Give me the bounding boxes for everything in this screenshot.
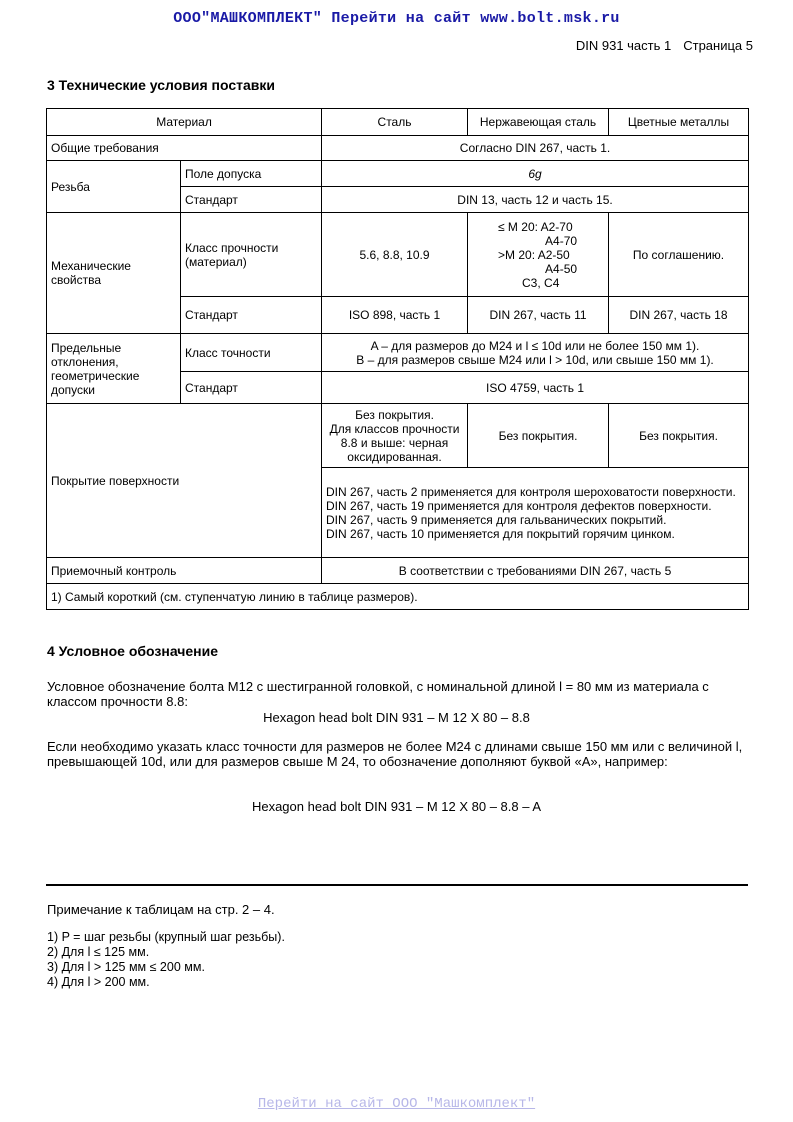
stainless-strength-classes: [468, 213, 609, 297]
divider: [46, 884, 748, 886]
tolerances-standard-value: ISO 4759, часть 1: [322, 372, 749, 404]
section-3-title: 3 Технические условия поставки: [47, 77, 276, 93]
stainless-line: A4-70: [545, 233, 578, 248]
coating-note: DIN 267, часть 10 применяется для покрытий горячим цинком.: [326, 526, 675, 541]
table-row: [47, 334, 749, 372]
header-steel: Сталь: [322, 109, 468, 136]
coating-steel: [322, 404, 468, 468]
coating-nonferrous: Без покрытия.: [609, 404, 749, 468]
steel-strength-classes: 5.6, 8.8, 10.9: [322, 213, 468, 297]
tolerances-standard-label: Стандарт: [181, 372, 322, 404]
notes-list: [47, 930, 285, 990]
acceptance-value: В соответствии с требованиями DIN 267, часть 5: [322, 558, 749, 584]
general-label: Общие требования: [47, 136, 322, 161]
header-nonferrous: Цветные металлы: [609, 109, 749, 136]
accuracy-class-label: Класс точности: [181, 334, 322, 372]
accuracy-line-b: B – для размеров свыше M24 или l > 10d, или свыше 150 мм 1).: [356, 352, 714, 367]
general-value: Согласно DIN 267, часть 1.: [322, 136, 749, 161]
note-item: 1) P = шаг резьбы (крупный шаг резьбы).: [47, 930, 285, 944]
table-row: [47, 213, 749, 297]
mechanical-standard-label: Стандарт: [181, 297, 322, 334]
site-banner-link[interactable]: ООО"МАШКОМПЛЕКТ" Перейти на сайт www.bolt.msk.ru: [173, 10, 620, 27]
notes-heading: Примечание к таблицам на стр. 2 – 4.: [47, 902, 275, 917]
strength-class-label: Класс прочности (материал): [181, 213, 322, 297]
mechanical-label: Механические свойства: [47, 213, 181, 334]
accuracy-class-value: [322, 334, 749, 372]
acceptance-label: Приемочный контроль: [47, 558, 322, 584]
standard-steel: ISO 898, часть 1: [322, 297, 468, 334]
delivery-conditions-table: [46, 108, 749, 610]
note-item: 4) Для l > 200 мм.: [47, 975, 150, 989]
page-number: Страница 5: [683, 38, 753, 53]
coating-steel-line: Для классов прочности: [329, 421, 460, 436]
stainless-line: C3, C4: [522, 275, 560, 290]
coating-stainless: Без покрытия.: [468, 404, 609, 468]
coating-steel-line: 8.8 и выше: черная: [340, 435, 449, 450]
note-item: 2) Для l ≤ 125 мм.: [47, 945, 150, 959]
tolerances-label: Предельные отклонения, геометрические допуски: [47, 334, 181, 404]
designation-example-1: Hexagon head bolt DIN 931 – M 12 X 80 – 8.8: [263, 710, 530, 725]
footer-site-link[interactable]: Перейти на сайт ООО "Машкомплект": [257, 1096, 536, 1112]
tolerance-value: 6g: [322, 161, 749, 187]
table-row: [47, 584, 749, 610]
table-row: [47, 404, 749, 468]
running-head: [576, 38, 753, 53]
coating-note: DIN 267, часть 19 применяется для контроля дефектов поверхности.: [326, 498, 712, 513]
coating-note: DIN 267, часть 9 применяется для гальванических покрытий.: [326, 512, 667, 527]
designation-example-2: Hexagon head bolt DIN 931 – M 12 X 80 – 8.8 – A: [251, 799, 542, 814]
nonferrous-strength: По соглашению.: [609, 213, 749, 297]
note-item: 3) Для l > 125 мм ≤ 200 мм.: [47, 960, 205, 974]
designation-paragraph-1: Условное обозначение болта M12 с шестигранной головкой, с номинальной длиной l = 80 мм из материала с классом прочности 8.8:: [47, 679, 709, 709]
standard-nonferrous: DIN 267, часть 18: [609, 297, 749, 334]
coating-note: DIN 267, часть 2 применяется для контроля шероховатости поверхности.: [326, 484, 736, 499]
header-stainless: Нержавеющая сталь: [468, 109, 609, 136]
standard-stainless: DIN 267, часть 11: [468, 297, 609, 334]
section-4-title: 4 Условное обозначение: [47, 643, 219, 659]
thread-label: Резьба: [47, 161, 181, 213]
header-material: Материал: [47, 109, 322, 136]
coating-label: Покрытие поверхности: [47, 404, 322, 558]
stainless-line: A4-50: [545, 261, 578, 276]
thread-standard-value: DIN 13, часть 12 и часть 15.: [322, 187, 749, 213]
coating-steel-line: Без покрытия.: [355, 407, 434, 422]
designation-paragraph-2: Если необходимо указать класс точности для размеров не более M24 с длинами свыше 150 мм или с величиной l, превышающей 10d, или для размеров свыше M 24, то обозначение дополняют буквой «A», например:: [47, 739, 743, 769]
stainless-line: >M 20: A2-50: [498, 247, 570, 262]
table-footnote: 1) Самый короткий (см. ступенчатую линию в таблице размеров).: [47, 584, 749, 610]
table-row: [47, 136, 749, 161]
coating-steel-line: оксидированная.: [347, 449, 442, 464]
table-row: [47, 558, 749, 584]
coating-notes: [322, 468, 749, 558]
table-row: [47, 161, 749, 187]
stainless-line: ≤ M 20: A2-70: [498, 219, 573, 234]
tolerance-label: Поле допуска: [181, 161, 322, 187]
table-header-row: [47, 109, 749, 136]
accuracy-line-a: A – для размеров до M24 и l ≤ 10d или не более 150 мм 1).: [370, 338, 700, 353]
thread-standard-label: Стандарт: [181, 187, 322, 213]
doc-reference: DIN 931 часть 1: [575, 38, 672, 53]
